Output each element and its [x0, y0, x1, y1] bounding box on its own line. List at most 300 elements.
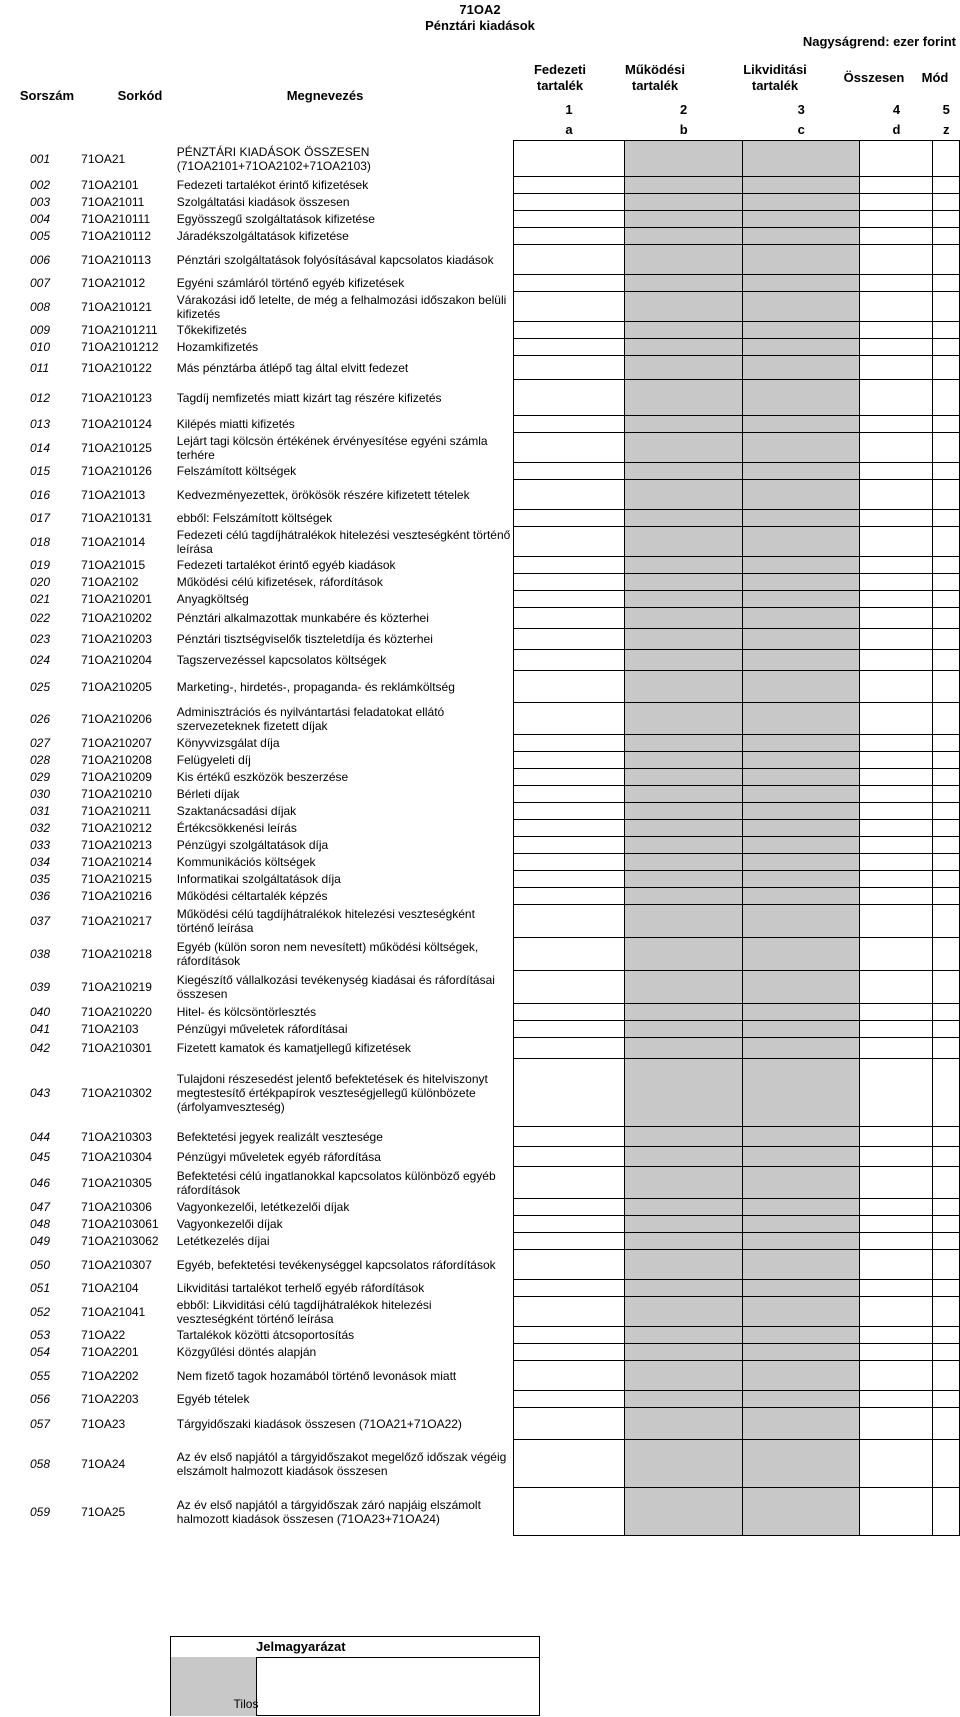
- forbidden-cell: [625, 463, 743, 480]
- value-cell[interactable]: [933, 1344, 960, 1361]
- value-cell[interactable]: [860, 1021, 933, 1038]
- row-sorszam: 051: [30, 1281, 51, 1295]
- row-sorkod: 71OA210212: [81, 821, 152, 835]
- value-cell[interactable]: [933, 769, 960, 786]
- value-cell[interactable]: [860, 322, 933, 339]
- value-cell[interactable]: [513, 608, 625, 629]
- forbidden-cell: [742, 1488, 860, 1536]
- value-cell[interactable]: [513, 194, 625, 211]
- value-cell[interactable]: [513, 1488, 625, 1536]
- value-cell[interactable]: [860, 292, 933, 322]
- value-cell[interactable]: [513, 971, 625, 1004]
- row-megnevezes: Tulajdoni részesedést jelentő befektetések és hitelviszonyt megtestesítő értékpapírok veszteségjellegű különbözete (árfolyamveszteség): [176, 1071, 488, 1114]
- forbidden-cell: [625, 888, 743, 905]
- value-cell[interactable]: [860, 574, 933, 591]
- row-sorszam: 017: [30, 511, 51, 525]
- value-cell[interactable]: [933, 1021, 960, 1038]
- value-cell[interactable]: [513, 1327, 625, 1344]
- forbidden-cell: [742, 888, 860, 905]
- value-cell[interactable]: [860, 1440, 933, 1488]
- value-cell[interactable]: [933, 177, 960, 194]
- value-cell[interactable]: [860, 527, 933, 557]
- table-row: [20, 671, 960, 703]
- row-sorkod: 71OA21: [81, 151, 126, 166]
- value-cell[interactable]: [860, 671, 933, 703]
- forbidden-cell: [625, 629, 743, 650]
- value-cell[interactable]: [933, 854, 960, 871]
- legend-title: Jelmagyarázat: [256, 1639, 346, 1654]
- row-sorkod: 71OA210122: [81, 360, 152, 375]
- value-cell[interactable]: [513, 1199, 625, 1216]
- value-cell[interactable]: [933, 703, 960, 735]
- value-cell[interactable]: [860, 1488, 933, 1536]
- row-sorkod: 71OA2101212: [81, 340, 159, 354]
- table-row: [20, 557, 960, 574]
- value-cell[interactable]: [513, 1038, 625, 1059]
- value-cell[interactable]: [860, 1297, 933, 1327]
- value-cell[interactable]: [860, 1004, 933, 1021]
- value-cell[interactable]: [933, 752, 960, 769]
- forbidden-cell: [742, 574, 860, 591]
- value-cell[interactable]: [933, 971, 960, 1004]
- value-cell[interactable]: [513, 356, 625, 380]
- table-row: [20, 1408, 960, 1440]
- value-cell[interactable]: [513, 1127, 625, 1147]
- value-cell[interactable]: [860, 888, 933, 905]
- forbidden-cell: [625, 820, 743, 837]
- value-cell[interactable]: [933, 416, 960, 433]
- value-cell[interactable]: [933, 820, 960, 837]
- value-cell[interactable]: [933, 292, 960, 322]
- row-sorkod: 71OA2202: [81, 1368, 139, 1383]
- value-cell[interactable]: [860, 1233, 933, 1250]
- row-megnevezes: Járadékszolgáltatások kifizetése: [176, 229, 349, 243]
- value-cell[interactable]: [513, 905, 625, 938]
- value-cell[interactable]: [513, 871, 625, 888]
- row-megnevezes: Egyéb (külön soron nem nevesített) működési költségek, ráfordítások: [176, 940, 479, 968]
- value-cell[interactable]: [860, 1327, 933, 1344]
- row-sorszam: 053: [30, 1328, 51, 1342]
- value-cell[interactable]: [860, 1361, 933, 1391]
- value-cell[interactable]: [860, 1280, 933, 1297]
- value-cell[interactable]: [933, 1361, 960, 1391]
- value-cell[interactable]: [860, 433, 933, 463]
- forbidden-cell: [742, 1391, 860, 1408]
- value-cell[interactable]: [933, 905, 960, 938]
- forbidden-cell: [742, 1167, 860, 1199]
- forbidden-cell: [625, 769, 743, 786]
- value-cell[interactable]: [933, 1327, 960, 1344]
- value-cell[interactable]: [513, 292, 625, 322]
- value-cell[interactable]: [513, 1250, 625, 1280]
- row-sorkod: 71OA210307: [81, 1257, 152, 1272]
- row-sorszam: 022: [30, 611, 51, 625]
- row-megnevezes: Anyagköltség: [176, 592, 249, 606]
- value-cell[interactable]: [933, 1408, 960, 1440]
- value-cell[interactable]: [933, 1038, 960, 1059]
- table-row: [20, 786, 960, 803]
- value-cell[interactable]: [933, 1147, 960, 1167]
- value-cell[interactable]: [513, 1391, 625, 1408]
- column-number-row: [20, 100, 960, 120]
- value-cell[interactable]: [513, 463, 625, 480]
- value-cell[interactable]: [513, 1216, 625, 1233]
- value-cell[interactable]: [933, 527, 960, 557]
- row-sorkod: 71OA2103061: [81, 1217, 159, 1231]
- value-cell[interactable]: [860, 1167, 933, 1199]
- value-cell[interactable]: [860, 275, 933, 292]
- forbidden-cell: [625, 557, 743, 574]
- value-cell[interactable]: [860, 769, 933, 786]
- value-cell[interactable]: [860, 1127, 933, 1147]
- col-letter: c: [797, 122, 805, 137]
- value-cell[interactable]: [513, 416, 625, 433]
- value-cell[interactable]: [933, 211, 960, 228]
- value-cell[interactable]: [513, 703, 625, 735]
- value-cell[interactable]: [860, 177, 933, 194]
- value-cell[interactable]: [513, 1021, 625, 1038]
- row-megnevezes: Lejárt tagi kölcsön értékének érvényesítése egyéni számla terhére: [176, 433, 488, 462]
- value-cell[interactable]: [860, 1344, 933, 1361]
- forbidden-cell: [625, 1440, 743, 1488]
- row-sorkod: 71OA210126: [81, 464, 152, 478]
- forbidden-cell: [625, 574, 743, 591]
- value-cell[interactable]: [933, 510, 960, 527]
- table-row: [20, 1216, 960, 1233]
- value-cell[interactable]: [860, 356, 933, 380]
- value-cell[interactable]: [860, 703, 933, 735]
- value-cell[interactable]: [860, 194, 933, 211]
- row-sorszam: 012: [30, 390, 51, 405]
- value-cell[interactable]: [860, 591, 933, 608]
- value-cell[interactable]: [513, 769, 625, 786]
- value-cell[interactable]: [933, 380, 960, 416]
- value-cell[interactable]: [860, 1059, 933, 1127]
- forbidden-cell: [625, 1021, 743, 1038]
- forbidden-cell: [742, 591, 860, 608]
- table-row: [20, 1127, 960, 1147]
- value-cell[interactable]: [933, 480, 960, 510]
- value-cell[interactable]: [860, 1038, 933, 1059]
- value-cell[interactable]: [860, 463, 933, 480]
- value-cell[interactable]: [933, 141, 960, 177]
- forbidden-cell: [625, 380, 743, 416]
- table-row: [20, 837, 960, 854]
- forbidden-cell: [742, 1297, 860, 1327]
- forbidden-cell: [742, 275, 860, 292]
- value-cell[interactable]: [933, 871, 960, 888]
- forbidden-cell: [625, 786, 743, 803]
- value-cell[interactable]: [513, 211, 625, 228]
- row-sorszam: 044: [30, 1129, 51, 1144]
- value-cell[interactable]: [860, 1216, 933, 1233]
- row-megnevezes: Hitel- és kölcsöntörlesztés: [176, 1005, 317, 1019]
- table-row: [20, 177, 960, 194]
- forbidden-cell: [625, 322, 743, 339]
- value-cell[interactable]: [513, 228, 625, 245]
- row-sorkod: 71OA210113: [81, 252, 152, 267]
- row-sorszam: 008: [30, 299, 51, 314]
- value-cell[interactable]: [860, 837, 933, 854]
- value-cell[interactable]: [860, 380, 933, 416]
- value-cell[interactable]: [933, 591, 960, 608]
- value-cell[interactable]: [933, 1059, 960, 1127]
- row-megnevezes: Szaktanácsadási díjak: [176, 804, 297, 818]
- value-cell[interactable]: [860, 905, 933, 938]
- value-cell[interactable]: [513, 671, 625, 703]
- row-sorkod: 71OA210205: [81, 679, 152, 694]
- value-cell[interactable]: [513, 557, 625, 574]
- value-cell[interactable]: [513, 527, 625, 557]
- value-cell[interactable]: [933, 938, 960, 971]
- forbidden-cell: [625, 510, 743, 527]
- value-cell[interactable]: [513, 1059, 625, 1127]
- row-sorszam: 033: [30, 838, 51, 852]
- table-row: [20, 703, 960, 735]
- row-megnevezes: Letétkezelés díjai: [176, 1234, 270, 1248]
- value-cell[interactable]: [933, 1250, 960, 1280]
- row-megnevezes: Likviditási tartalékot terhelő egyéb ráfordítások: [176, 1281, 425, 1295]
- row-sorkod: 71OA21015: [81, 558, 146, 572]
- value-cell[interactable]: [513, 1167, 625, 1199]
- forbidden-cell: [742, 1361, 860, 1391]
- value-cell[interactable]: [860, 752, 933, 769]
- value-cell[interactable]: [513, 1361, 625, 1391]
- forbidden-cell: [625, 194, 743, 211]
- value-cell[interactable]: [860, 1250, 933, 1280]
- table-row: [20, 938, 960, 971]
- value-cell[interactable]: [860, 938, 933, 971]
- value-cell[interactable]: [513, 1233, 625, 1250]
- row-megnevezes: Működési célú tagdíjhátralékok hitelezési veszteségként történő leírása: [176, 907, 475, 935]
- value-cell[interactable]: [513, 735, 625, 752]
- value-cell[interactable]: [513, 510, 625, 527]
- forbidden-cell: [742, 608, 860, 629]
- value-cell[interactable]: [860, 1199, 933, 1216]
- value-cell[interactable]: [513, 786, 625, 803]
- value-cell[interactable]: [513, 803, 625, 820]
- row-megnevezes: Pénztári tisztségviselők tiszteletdíja és közterhei: [176, 632, 433, 646]
- row-sorszam: 038: [30, 947, 51, 961]
- row-sorszam: 021: [30, 592, 51, 606]
- row-sorszam: 003: [30, 195, 51, 209]
- forbidden-cell: [742, 703, 860, 735]
- table-row: [20, 433, 960, 463]
- value-cell[interactable]: [513, 854, 625, 871]
- value-cell[interactable]: [860, 1391, 933, 1408]
- value-cell[interactable]: [513, 574, 625, 591]
- value-cell[interactable]: [860, 854, 933, 871]
- forbidden-cell: [625, 1059, 743, 1127]
- value-cell[interactable]: [933, 650, 960, 671]
- row-sorkod: 71OA210215: [81, 872, 152, 886]
- value-cell[interactable]: [513, 1280, 625, 1297]
- value-cell[interactable]: [513, 177, 625, 194]
- forbidden-cell: [742, 1021, 860, 1038]
- table-row: [20, 510, 960, 527]
- value-cell[interactable]: [513, 141, 625, 177]
- value-cell[interactable]: [860, 786, 933, 803]
- value-cell[interactable]: [513, 752, 625, 769]
- forbidden-cell: [742, 1199, 860, 1216]
- value-cell[interactable]: [933, 888, 960, 905]
- value-cell[interactable]: [933, 433, 960, 463]
- table-row: [20, 608, 960, 629]
- value-cell[interactable]: [860, 820, 933, 837]
- row-sorkod: 71OA23: [81, 1416, 126, 1431]
- value-cell[interactable]: [860, 735, 933, 752]
- value-cell[interactable]: [933, 194, 960, 211]
- row-megnevezes: Adminisztrációs és nyilvántartási feladatokat ellátó szervezeteknek fizetett díjak: [176, 704, 445, 733]
- table-row: [20, 275, 960, 292]
- forbidden-cell: [625, 905, 743, 938]
- value-cell[interactable]: [933, 1199, 960, 1216]
- table-row: [20, 380, 960, 416]
- row-megnevezes: Marketing-, hirdetés-, propaganda- és reklámköltség: [176, 679, 455, 694]
- value-cell[interactable]: [513, 837, 625, 854]
- value-cell[interactable]: [860, 650, 933, 671]
- forbidden-cell: [742, 938, 860, 971]
- value-cell[interactable]: [860, 971, 933, 1004]
- value-cell[interactable]: [513, 1408, 625, 1440]
- row-megnevezes: Felszámított költségek: [176, 464, 297, 478]
- value-cell[interactable]: [513, 650, 625, 671]
- value-cell[interactable]: [933, 574, 960, 591]
- value-cell[interactable]: [860, 211, 933, 228]
- forbidden-cell: [625, 703, 743, 735]
- row-sorszam: 043: [30, 1085, 51, 1100]
- value-cell[interactable]: [860, 629, 933, 650]
- value-cell[interactable]: [860, 416, 933, 433]
- row-megnevezes: Vagyonkezelői, letétkezelői díjak: [176, 1200, 350, 1214]
- value-cell[interactable]: [860, 1408, 933, 1440]
- row-sorkod: 71OA210204: [81, 653, 152, 667]
- value-cell[interactable]: [933, 1004, 960, 1021]
- forbidden-cell: [742, 735, 860, 752]
- value-cell[interactable]: [513, 1147, 625, 1167]
- header-sorszam: Sorszám: [19, 88, 75, 103]
- value-cell[interactable]: [933, 735, 960, 752]
- value-cell[interactable]: [933, 1233, 960, 1250]
- forbidden-cell: [742, 1004, 860, 1021]
- row-sorszam: 042: [30, 1041, 51, 1055]
- value-cell[interactable]: [933, 1216, 960, 1233]
- forbidden-cell: [625, 752, 743, 769]
- value-cell[interactable]: [933, 245, 960, 275]
- value-cell[interactable]: [860, 557, 933, 574]
- value-cell[interactable]: [513, 1344, 625, 1361]
- forbidden-cell: [625, 480, 743, 510]
- table-row: [20, 1488, 960, 1536]
- value-cell[interactable]: [933, 463, 960, 480]
- value-cell[interactable]: [513, 275, 625, 292]
- value-cell[interactable]: [513, 480, 625, 510]
- value-cell[interactable]: [933, 786, 960, 803]
- value-cell[interactable]: [860, 803, 933, 820]
- value-cell[interactable]: [513, 245, 625, 275]
- forbidden-cell: [742, 1127, 860, 1147]
- value-cell[interactable]: [513, 888, 625, 905]
- value-cell[interactable]: [860, 1147, 933, 1167]
- value-cell[interactable]: [933, 339, 960, 356]
- forbidden-cell: [742, 820, 860, 837]
- value-cell[interactable]: [513, 629, 625, 650]
- row-sorszam: 011: [30, 360, 50, 375]
- value-cell[interactable]: [860, 480, 933, 510]
- value-cell[interactable]: [933, 1280, 960, 1297]
- table-row: [20, 228, 960, 245]
- row-sorkod: 71OA25: [81, 1504, 126, 1519]
- forbidden-cell: [742, 1250, 860, 1280]
- value-cell[interactable]: [933, 1440, 960, 1488]
- value-cell[interactable]: [933, 837, 960, 854]
- value-cell[interactable]: [513, 322, 625, 339]
- value-cell[interactable]: [860, 141, 933, 177]
- forbidden-cell: [742, 1327, 860, 1344]
- value-cell[interactable]: [513, 1297, 625, 1327]
- value-cell[interactable]: [513, 339, 625, 356]
- row-sorkod: 71OA210203: [81, 632, 152, 646]
- value-cell[interactable]: [513, 938, 625, 971]
- row-sorszam: 007: [30, 276, 51, 290]
- value-cell[interactable]: [933, 1297, 960, 1327]
- row-megnevezes: Egyéb, befektetési tevékenységgel kapcsolatos ráfordítások: [176, 1257, 496, 1272]
- forbidden-cell: [742, 854, 860, 871]
- value-cell[interactable]: [933, 356, 960, 380]
- value-cell[interactable]: [513, 1004, 625, 1021]
- value-cell[interactable]: [933, 803, 960, 820]
- forbidden-cell: [742, 356, 860, 380]
- forbidden-cell: [625, 211, 743, 228]
- value-cell[interactable]: [860, 339, 933, 356]
- value-cell[interactable]: [513, 591, 625, 608]
- value-cell[interactable]: [933, 1167, 960, 1199]
- forbidden-cell: [742, 557, 860, 574]
- row-sorszam: 029: [30, 770, 51, 784]
- value-cell[interactable]: [860, 245, 933, 275]
- value-cell[interactable]: [513, 380, 625, 416]
- value-cell[interactable]: [933, 1488, 960, 1536]
- value-cell[interactable]: [933, 671, 960, 703]
- value-cell[interactable]: [933, 322, 960, 339]
- table-row: [20, 574, 960, 591]
- value-cell[interactable]: [860, 228, 933, 245]
- value-cell[interactable]: [933, 557, 960, 574]
- value-cell[interactable]: [933, 629, 960, 650]
- value-cell[interactable]: [933, 1391, 960, 1408]
- row-sorszam: 048: [30, 1217, 51, 1231]
- value-cell[interactable]: [933, 608, 960, 629]
- table-row: [20, 1004, 960, 1021]
- value-cell[interactable]: [860, 510, 933, 527]
- value-cell[interactable]: [933, 228, 960, 245]
- row-sorkod: 71OA2104: [81, 1281, 139, 1295]
- value-cell[interactable]: [513, 820, 625, 837]
- value-cell[interactable]: [860, 871, 933, 888]
- table-row: [20, 1038, 960, 1059]
- value-cell[interactable]: [933, 275, 960, 292]
- row-megnevezes: Működési céltartalék képzés: [176, 889, 328, 903]
- value-cell[interactable]: [933, 1127, 960, 1147]
- forbidden-cell: [625, 1127, 743, 1147]
- forbidden-cell: [625, 1488, 743, 1536]
- table-row: [20, 1361, 960, 1391]
- value-cell[interactable]: [860, 608, 933, 629]
- table-row: [20, 629, 960, 650]
- forbidden-cell: [625, 837, 743, 854]
- value-cell[interactable]: [513, 1440, 625, 1488]
- value-cell[interactable]: [513, 433, 625, 463]
